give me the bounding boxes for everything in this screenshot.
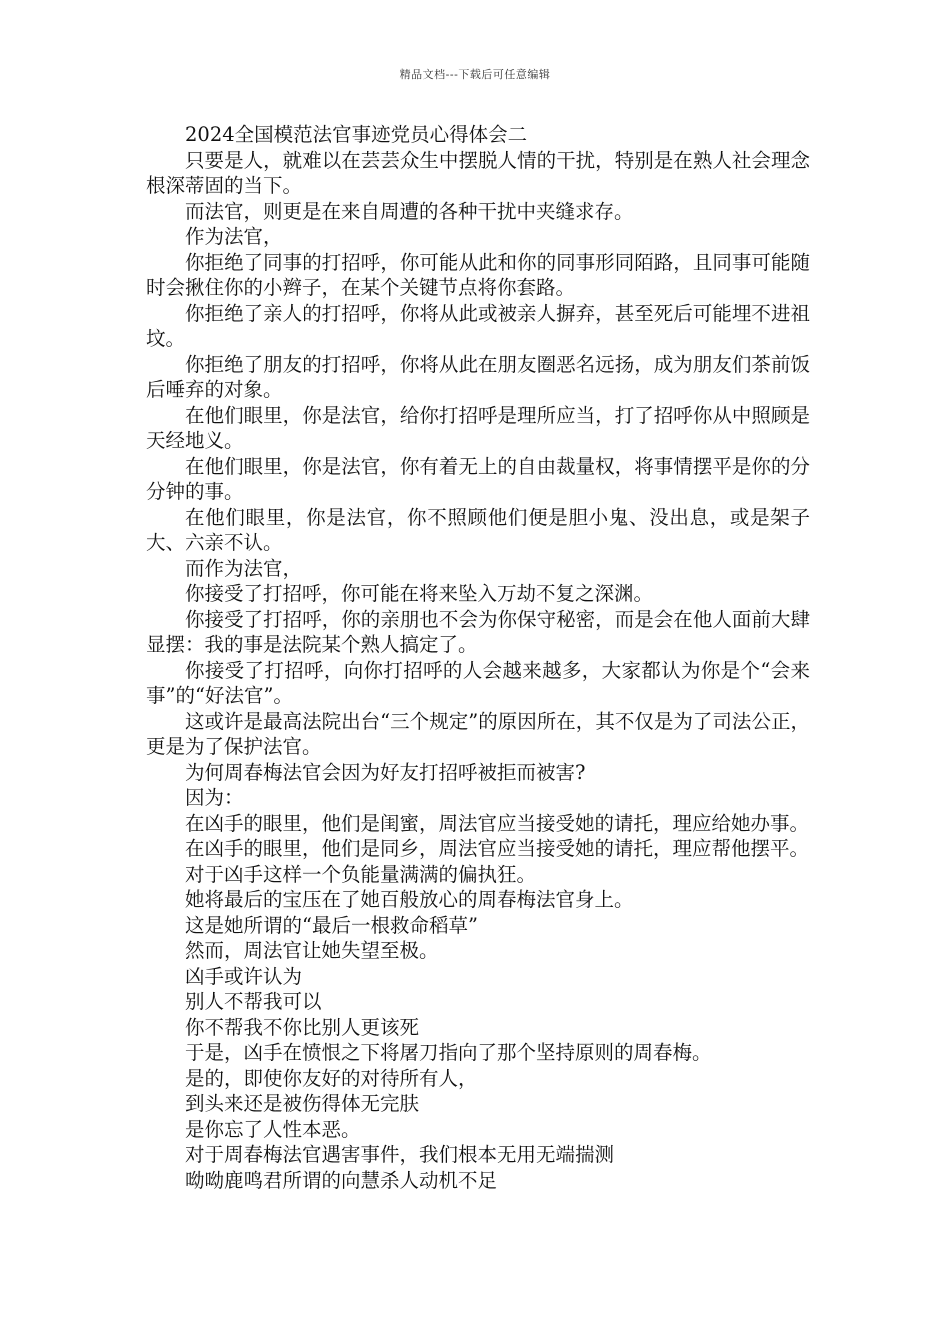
paragraph: 然而，周法官让她失望至极。 — [185, 939, 439, 962]
paragraph: 于是，凶手在愤恨之下将屠刀指向了那个坚持原则的周春梅。 — [185, 1041, 712, 1064]
paragraph: 你拒绝了亲人的打招呼，你将从此或被亲人摒弃，甚至死后可能埋不进祖坟。 — [146, 301, 810, 350]
paragraph: 是你忘了人性本恶。 — [185, 1117, 361, 1141]
document-body — [146, 122, 810, 1193]
paragraph: 为何周春梅法官会因为好友打招呼被拒而被害? — [185, 760, 586, 784]
paragraph: 在凶手的眼里，他们是同乡，周法官应当接受她的请托，理应帮他摆平。 — [185, 837, 810, 860]
paragraph: 呦呦鹿鸣君所谓的向慧杀人动机不足 — [185, 1168, 498, 1192]
paragraph: 在凶手的眼里，他们是闺蜜，周法官应当接受她的请托，理应给她办事。 — [185, 811, 810, 835]
paragraph: 你接受了打招呼，你可能在将来坠入万劫不复之深渊。 — [185, 582, 654, 605]
paragraph: 这是她所谓的“最后一根救命稻草” — [185, 913, 478, 937]
paragraph: 对于周春梅法官遇害事件，我们根本无用无端揣测 — [185, 1143, 615, 1166]
paragraph: 而法官，则更是在来自周遭的各种干扰中夹缝求存。 — [185, 199, 634, 223]
paragraph: 对于凶手这样一个负能量满满的偏执狂。 — [185, 862, 537, 886]
paragraph: 别人不帮我可以 — [185, 990, 322, 1013]
paragraph: 在他们眼里，你是法官，你有着无上的自由裁量权，将事情摆平是你的分分钟的事。 — [146, 454, 810, 503]
paragraph: 你不帮我不你比别人更该死 — [185, 1015, 420, 1039]
paragraph: 是的，即使你友好的对待所有人， — [185, 1066, 478, 1090]
paragraph: 凶手或许认为 — [185, 964, 303, 988]
paragraph: 在他们眼里，你是法官，给你打招呼是理所应当，打了招呼你从中照顾是天经地义。 — [146, 403, 810, 452]
paragraph: 而作为法官， — [185, 556, 303, 580]
paragraph: 你拒绝了朋友的打招呼，你将从此在朋友圈恶名远扬，成为朋友们茶前饭后唾弃的对象。 — [146, 352, 810, 401]
paragraph: 在他们眼里，你是法官，你不照顾他们便是胆小鬼、没出息，或是架子大、六亲不认。 — [146, 505, 810, 554]
paragraph: 到头来还是被伤得体无完肤 — [185, 1092, 420, 1115]
paragraph: 你接受了打招呼，向你打招呼的人会越来越多，大家都认为你是个“会来事”的“好法官”。 — [146, 658, 810, 707]
document-title: 2024全国模范法官事迹党员心得体会二 — [185, 123, 528, 146]
paragraph: 她将最后的宝压在了她百般放心的周春梅法官身上。 — [185, 888, 634, 911]
paragraph: 你拒绝了同事的打招呼，你可能从此和你的同事形同陌路，且同事可能随时会揪住你的小辫子，在某个关键节点将你套路。 — [146, 250, 810, 299]
paragraph: 你接受了打招呼，你的亲朋也不会为你保守秘密，而是会在他人面前大肆显摆：我的事是法院某个熟人搞定了。 — [146, 607, 810, 656]
page-header: 精品文档---下载后可任意编辑 — [399, 68, 551, 81]
paragraph: 只要是人，就难以在芸芸众生中摆脱人情的干扰，特别是在熟人社会理念根深蒂固的当下。 — [146, 148, 810, 197]
paragraph: 因为： — [185, 786, 244, 809]
paragraph: 作为法官， — [185, 225, 283, 248]
paragraph: 这或许是最高法院出台“三个规定”的原因所在，其不仅是为了司法公正，更是为了保护法官。 — [146, 709, 810, 758]
